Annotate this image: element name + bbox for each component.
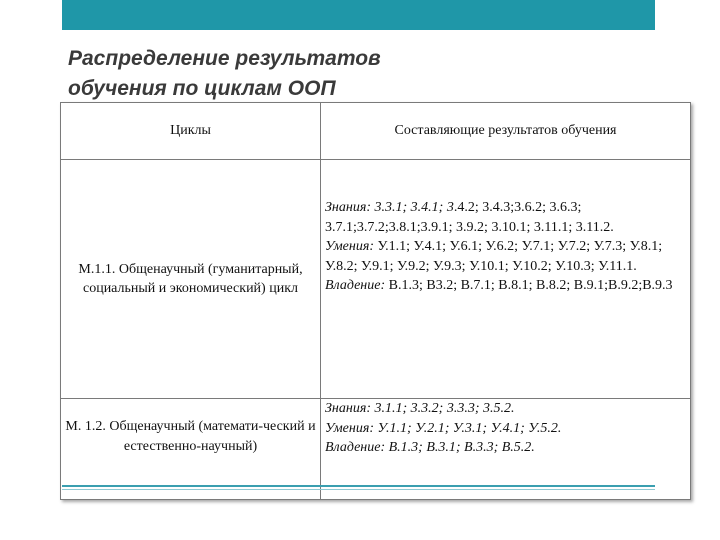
skills-label: Умения: [325,239,374,254]
mastery-line: Владение: В.1.3; В.3.1; В.3.3; В.5.2. [325,440,535,455]
footer-divider-thin [62,489,655,490]
mastery-codes: В.1.3; В3.2; В.7.1; В.8.1; В.8.2; В.9.1;В.9.2;В.9.3 [385,278,673,293]
skills-line: Умения: У.1.1; У.2.1; У.3.1; У.4.1; У.5.2. [325,420,562,436]
knowledge-italic-codes: 3.3.1; 3.4.1; 3 [371,200,454,215]
slide-title [68,44,628,102]
knowledge-label: Знания: [325,200,371,215]
table-header-row [61,103,691,160]
knowledge-codes: .4.2; 3.4.3;3.6.2; 3.6.3; 3.7.1;3.7.2;3.8.1;3.9.1; 3.9.2; 3.10.1; 3.11.1; 3.11.2. [325,200,614,235]
results-content [325,160,686,296]
results-content [325,399,686,458]
knowledge-line: Знания: 3.1.1; 3.3.2; 3.3.3; 3.5.2. [325,401,515,416]
slide-title-line-1: Распределение результатов [68,47,381,70]
header-cycles: Циклы [61,103,321,160]
footer-divider [62,485,655,487]
skills-codes: У.1.1; У.4.1; У.6.1; У.6.2; У.7.1; У.7.2; У.7.3; У.8.1; У.8.2; У.9.1; У.9.2; У.9.3; У.10.1; У.10.2; У.10.3; У.11.1. [325,239,663,274]
table-row [61,160,691,399]
cycle-cell: М.1.1. Общенаучный (гуманитарный, социальный и экономический) цикл [61,160,321,399]
top-accent-bar [62,0,655,30]
cycle-cell: М. 1.2. Общенаучный (математи-ческий и естественно-научный) [61,399,321,500]
slide-title-line-2: обучения по циклам ООП [68,77,336,100]
mastery-label: Владение: [325,278,386,293]
results-table [60,102,691,500]
results-cell [321,160,691,399]
header-results: Составляющие результатов обучения [321,103,691,160]
